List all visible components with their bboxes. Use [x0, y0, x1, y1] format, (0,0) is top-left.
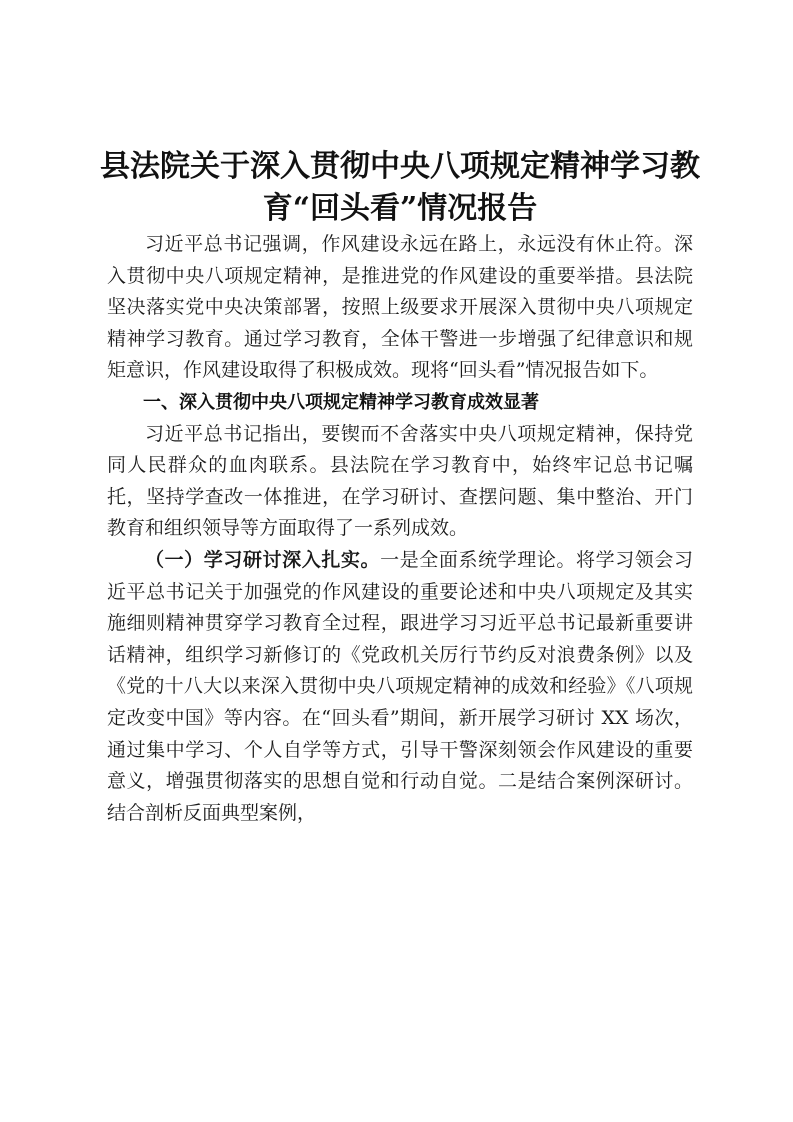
section-heading-1: 一、深入贯彻中央八项规定精神学习教育成效显著 [143, 391, 539, 413]
document-body [107, 229, 693, 829]
section-1-paragraph: 习近平总书记指出，要锲而不舍落实中央八项规定精神，保持党同人民群众的血肉联系。县法院在学习教育中，始终牢记总书记嘱托，坚持学查改一体推进，在学习研讨、查摆问题、集中整治、开门教育和组织领导等方面取得了一系列成效。 [107, 422, 693, 540]
title-line-1: 县法院关于深入贯彻中央八项规定精神学习教 [100, 149, 700, 184]
subsection-1-lead: （一）学习研讨深入扎实。 [145, 548, 381, 571]
subsection-1-paragraph [107, 545, 693, 829]
document-title [100, 146, 700, 230]
intro-paragraph: 习近平总书记强调，作风建设永远在路上，永远没有休止符。深入贯彻中央八项规定精神，是推进党的作风建设的重要举措。县法院坚决落实党中央决策部署，按照上级要求开展深入贯彻中央八项规定精神学习教育。通过学习教育，全体干警进一步增强了纪律意识和规矩意识，作风建设取得了积极成效。现将“回头看”情况报告如下。 [107, 233, 693, 382]
title-line-2: 育“回头看”情况报告 [262, 191, 538, 226]
subsection-1-text: 一是全面系统学理论。将学习领会习近平总书记关于加强党的作风建设的重要论述和中央八项规定及其实施细则精神贯穿学习教育全过程，跟进学习习近平总书记最新重要讲话精神，组织学习新修订的《党政机关厉行节约反对浪费条例》以及《党的十八大以来深入贯彻中央八项规定精神的成效和经验》《八项规定改变中国》等内容。在“回头看”期间，新开展学习研讨 XX 场次，通过集中学习、个人自学等方式，引导干警深刻领会作风建设的重要意义，增强贯彻落实的思想自觉和行动自觉。二是结合案例深研讨。结合剖析反面典型案例， [107, 548, 693, 824]
